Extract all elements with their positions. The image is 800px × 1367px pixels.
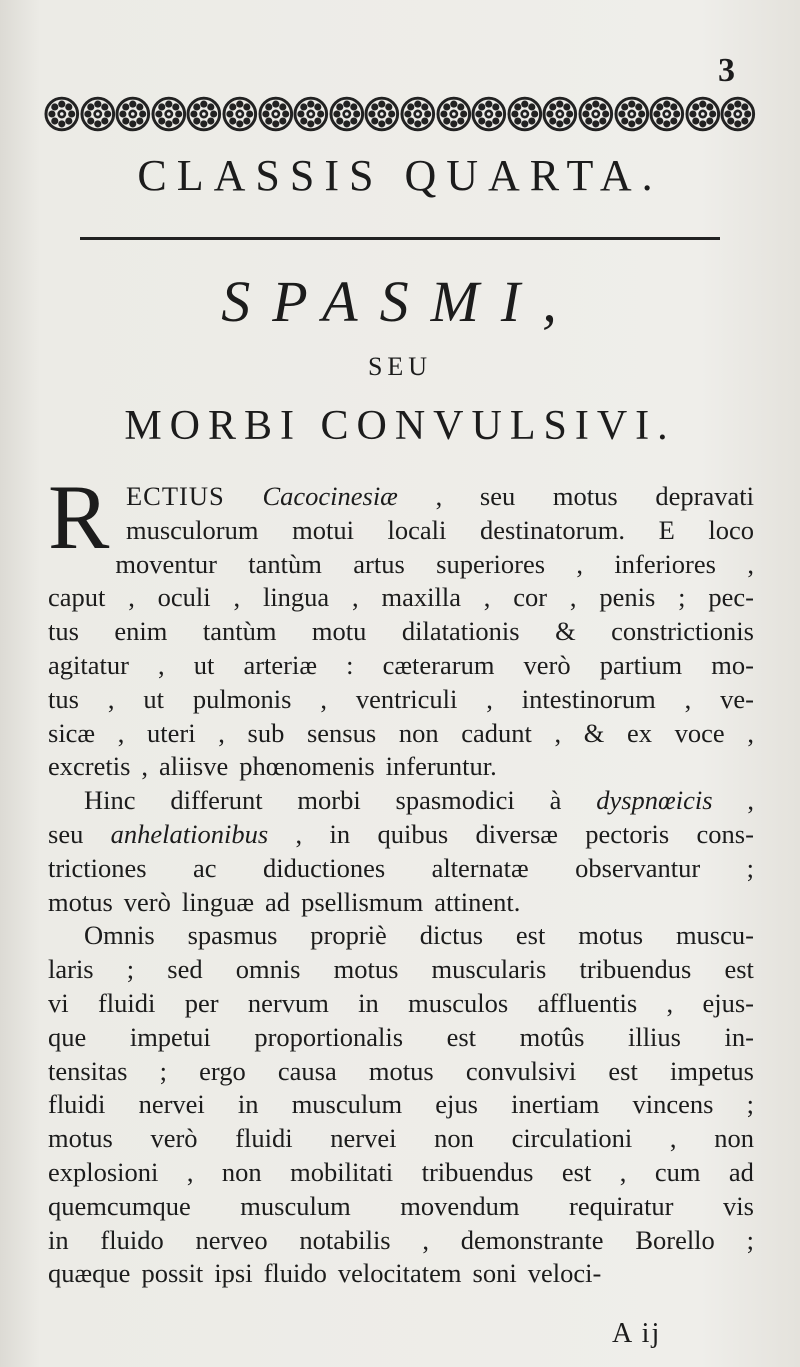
word: lingua — [262, 582, 330, 613]
word: musculum — [240, 1190, 351, 1221]
word: cor — [513, 582, 548, 613]
word: nerveo — [195, 1224, 268, 1255]
word: loco — [708, 514, 754, 545]
horizontal-rule — [80, 237, 720, 240]
word: locali — [387, 514, 447, 545]
word: morbi — [297, 785, 361, 816]
word: velocitatem — [337, 1258, 462, 1289]
word: dilatationis — [401, 616, 520, 647]
text-line — [48, 818, 754, 852]
word: affluentis — [537, 987, 638, 1018]
word: , — [747, 717, 754, 748]
word: musculum — [291, 1089, 403, 1120]
text-line — [48, 1224, 754, 1258]
word: , — [117, 717, 125, 748]
chapter-title: SPASMI, — [221, 269, 579, 334]
word: musculos — [408, 987, 509, 1018]
word: destinatorum. — [480, 514, 625, 545]
word: depravati — [655, 481, 754, 511]
word: sub — [247, 717, 285, 748]
word: , — [107, 683, 115, 714]
word: motu — [311, 616, 367, 647]
word: partium — [599, 649, 683, 680]
word: circulationi — [511, 1123, 633, 1154]
word: ex — [627, 717, 653, 748]
drop-cap: R — [48, 466, 110, 568]
word: convulsivi — [465, 1055, 577, 1086]
word: , — [218, 717, 225, 748]
word: seu — [48, 818, 84, 849]
word: que — [48, 1021, 87, 1052]
word: , — [352, 582, 359, 613]
word: , — [320, 683, 327, 714]
word: cadunt — [461, 717, 532, 748]
word: dictus — [419, 920, 484, 951]
word: demonstrante — [460, 1224, 604, 1255]
rosette-ornament-icon — [293, 96, 329, 132]
word: laris — [48, 954, 94, 985]
word: , — [747, 548, 754, 579]
word: impetus — [669, 1055, 754, 1086]
word: motus — [48, 886, 113, 917]
rosette-ornament-icon — [649, 96, 685, 132]
rosette-ornament-icon — [186, 96, 222, 132]
text-line — [84, 919, 754, 953]
word: differunt — [170, 785, 263, 816]
word: est — [515, 920, 546, 951]
word: fluidi — [235, 1123, 293, 1154]
page-number: 3 — [718, 52, 735, 89]
word: impetui — [129, 1021, 211, 1052]
word: ac — [193, 852, 217, 883]
word: psellismum — [301, 886, 424, 917]
word: motui — [292, 514, 354, 545]
word: superiores — [436, 548, 546, 579]
word: musculorum — [126, 514, 259, 545]
word: vi — [48, 987, 69, 1018]
word: notabilis — [299, 1224, 391, 1255]
word: verò — [123, 886, 171, 917]
word: ut — [193, 649, 215, 680]
paragraph-3 — [48, 919, 754, 1291]
word: ejus — [435, 1089, 478, 1120]
rosette-ornament-icon — [364, 96, 400, 132]
title-connector: SEU — [367, 352, 433, 381]
word: soni — [472, 1258, 517, 1289]
word: tus — [48, 683, 79, 714]
word: : — [346, 649, 354, 680]
text-line — [48, 581, 754, 615]
word: fluidi — [97, 987, 156, 1018]
word: & — [555, 616, 576, 647]
word: trictiones — [48, 852, 147, 883]
word: in — [237, 1089, 259, 1120]
word: aliisve — [159, 751, 229, 782]
text-line — [48, 1122, 754, 1156]
word: tus — [48, 616, 79, 647]
word: linguæ — [181, 886, 255, 917]
word: motus — [578, 920, 644, 951]
text-line — [84, 784, 754, 818]
word: non — [398, 717, 439, 748]
word: , — [569, 582, 577, 613]
word: , — [669, 1123, 677, 1154]
word: mobilitati — [290, 1156, 394, 1187]
word: oculi — [157, 582, 211, 613]
word: inferiores — [614, 548, 716, 579]
word: ipsi — [214, 1258, 253, 1289]
word: E — [658, 514, 675, 545]
word: Hinc — [84, 785, 136, 816]
rosette-ornament-icon — [80, 96, 116, 132]
word: pectoris — [585, 818, 670, 849]
word: dyspnœicis — [596, 785, 713, 816]
word: requiratur — [569, 1190, 674, 1221]
word: pec- — [708, 582, 754, 613]
word: motus — [333, 954, 399, 985]
word: & — [583, 717, 605, 748]
word: diductiones — [262, 852, 386, 883]
word: quæque — [48, 1258, 131, 1289]
word: sensus — [306, 717, 377, 748]
word: arteriæ — [243, 649, 318, 680]
word: muscularis — [431, 954, 547, 985]
word: seu — [479, 481, 516, 511]
signature-mark: A ij — [612, 1318, 662, 1349]
word: tantùm — [248, 548, 322, 579]
word: , — [483, 582, 491, 613]
word: ve- — [720, 683, 754, 714]
word: movendum — [400, 1190, 520, 1221]
word: voce — [674, 717, 725, 748]
word: causa — [277, 1055, 337, 1086]
word: nervei — [138, 1089, 205, 1120]
word: non — [221, 1156, 262, 1187]
word: , — [747, 785, 754, 816]
word: est — [561, 1156, 592, 1187]
word: , — [576, 548, 584, 579]
word: Omnis — [84, 920, 155, 951]
word: , — [422, 1224, 430, 1255]
word: est — [724, 954, 754, 985]
word: ; — [746, 852, 754, 883]
text-line — [48, 717, 754, 751]
text-line — [48, 1156, 754, 1190]
rosette-ornament-icon — [507, 96, 543, 132]
word: fluidi — [48, 1089, 106, 1120]
word: in — [329, 818, 351, 849]
chapter-subtitle: MORBI CONVULSIVI. — [124, 403, 676, 449]
rosette-ornament-icon — [115, 96, 151, 132]
word: in — [48, 1224, 69, 1255]
ornament-band — [44, 92, 756, 136]
rosette-ornament-icon — [222, 96, 258, 132]
text-line — [48, 1257, 754, 1291]
word: explosioni — [48, 1156, 159, 1187]
word: ergo — [199, 1055, 246, 1086]
text-line — [48, 987, 754, 1021]
rosette-ornament-icon — [258, 96, 294, 132]
rosette-ornament-icon — [436, 96, 472, 132]
word: moventur — [115, 548, 217, 579]
rosette-ornament-icon — [151, 96, 187, 132]
rosette-ornament-icon — [614, 96, 650, 132]
rosette-ornament-icon — [685, 96, 721, 132]
word: in- — [724, 1021, 754, 1052]
word: non — [434, 1123, 474, 1154]
word: ad — [728, 1156, 754, 1187]
word: , — [435, 481, 443, 511]
word: tensitas — [48, 1055, 128, 1086]
word: , — [486, 683, 493, 714]
word: motus — [48, 1123, 113, 1154]
text-line — [115, 548, 754, 582]
word: motus — [368, 1055, 434, 1086]
word: ; — [126, 954, 135, 985]
text-line — [48, 615, 754, 649]
word: ad — [265, 886, 291, 917]
word: pulmonis — [192, 683, 292, 714]
word: artus — [353, 548, 405, 579]
word: vincens — [632, 1089, 714, 1120]
word: , — [684, 683, 692, 714]
word: constrictionis — [611, 616, 754, 647]
rosette-ornament-icon — [400, 96, 436, 132]
text-line — [48, 1055, 754, 1089]
rosette-ornament-icon — [720, 96, 756, 132]
word: intestinorum — [521, 683, 656, 714]
word: nervei — [330, 1123, 397, 1154]
word: vis — [723, 1190, 754, 1221]
word: à — [549, 785, 562, 816]
word: inertiam — [511, 1089, 600, 1120]
word: proportionalis — [254, 1021, 404, 1052]
word: , — [158, 649, 165, 680]
word: omnis — [235, 954, 301, 985]
word: sicæ — [48, 717, 96, 748]
text-line — [48, 953, 754, 987]
text-line — [48, 683, 754, 717]
word: enim — [114, 616, 168, 647]
word: nervum — [247, 987, 329, 1018]
word: verò — [150, 1123, 198, 1154]
word: diversæ — [475, 818, 558, 849]
word: tribuendus — [579, 954, 692, 985]
word: , — [619, 1156, 627, 1187]
word: possit — [141, 1258, 204, 1289]
word: Borello — [635, 1224, 715, 1255]
paragraph-2 — [48, 784, 754, 919]
word: observantur — [575, 852, 701, 883]
word: mo- — [711, 649, 754, 680]
word: caput — [48, 582, 106, 613]
text-line — [48, 1021, 754, 1055]
word: tribuendus — [421, 1156, 534, 1187]
word: non — [714, 1123, 754, 1154]
word: , — [295, 818, 303, 849]
text-line — [48, 886, 754, 920]
word: motûs — [519, 1021, 585, 1052]
word: quibus — [377, 818, 449, 849]
word: , — [186, 1156, 194, 1187]
word: agitatur — [48, 649, 129, 680]
text-line — [48, 852, 754, 886]
rosette-ornament-icon — [44, 96, 80, 132]
word: propriè — [310, 920, 387, 951]
word: cæterarum — [382, 649, 495, 680]
text-line — [126, 480, 754, 514]
word: , — [233, 582, 241, 613]
word: spasmodici — [395, 785, 515, 816]
word: , — [128, 582, 135, 613]
body-text — [48, 466, 754, 1291]
word: per — [184, 987, 219, 1018]
rosette-ornament-icon — [578, 96, 614, 132]
word: ventriculi — [355, 683, 458, 714]
word: ; — [678, 582, 686, 613]
word: tantùm — [202, 616, 277, 647]
word: ; — [746, 1224, 754, 1255]
word: ; — [746, 1089, 754, 1120]
word: ejus- — [702, 987, 754, 1018]
word: Cacocinesiæ — [262, 481, 398, 511]
word: anhelationibus — [110, 818, 269, 849]
word: in — [358, 987, 379, 1018]
word: , — [554, 717, 562, 748]
word: verò — [523, 649, 571, 680]
paragraph-1 — [48, 466, 754, 784]
word: illius — [627, 1021, 681, 1052]
class-heading: CLASSIS QUARTA. — [137, 151, 663, 200]
text-line — [48, 1190, 754, 1224]
word: est — [446, 1021, 477, 1052]
word: uteri — [147, 717, 196, 748]
word: spasmus — [187, 920, 278, 951]
text-line — [48, 750, 754, 784]
rosette-ornament-icon — [329, 96, 365, 132]
text-line — [48, 1088, 754, 1122]
paragraph-1-lines — [48, 466, 754, 784]
word: motus — [552, 481, 618, 511]
word: ut — [143, 683, 164, 714]
word: inferuntur. — [385, 751, 497, 782]
word: maxilla — [381, 582, 461, 613]
text-line — [48, 649, 754, 683]
word: veloci- — [527, 1258, 602, 1289]
word: penis — [599, 582, 656, 613]
word: , — [141, 751, 149, 782]
word: alternatæ — [431, 852, 529, 883]
word: cons- — [696, 818, 754, 849]
text-line — [126, 514, 754, 548]
word: muscu- — [675, 920, 754, 951]
word: fluido — [100, 1224, 164, 1255]
word: phœnomenis — [239, 751, 375, 782]
word: sed — [167, 954, 203, 985]
word: ; — [159, 1055, 168, 1086]
word: cum — [654, 1156, 701, 1187]
word: ECTIUS — [126, 481, 225, 511]
word: , — [666, 987, 674, 1018]
word: quemcumque — [48, 1190, 191, 1221]
word: attinent. — [434, 886, 521, 917]
rosette-ornament-icon — [542, 96, 578, 132]
word: est — [608, 1055, 638, 1086]
word: fluido — [263, 1258, 327, 1289]
word: excretis — [48, 751, 131, 782]
rosette-ornament-icon — [471, 96, 507, 132]
